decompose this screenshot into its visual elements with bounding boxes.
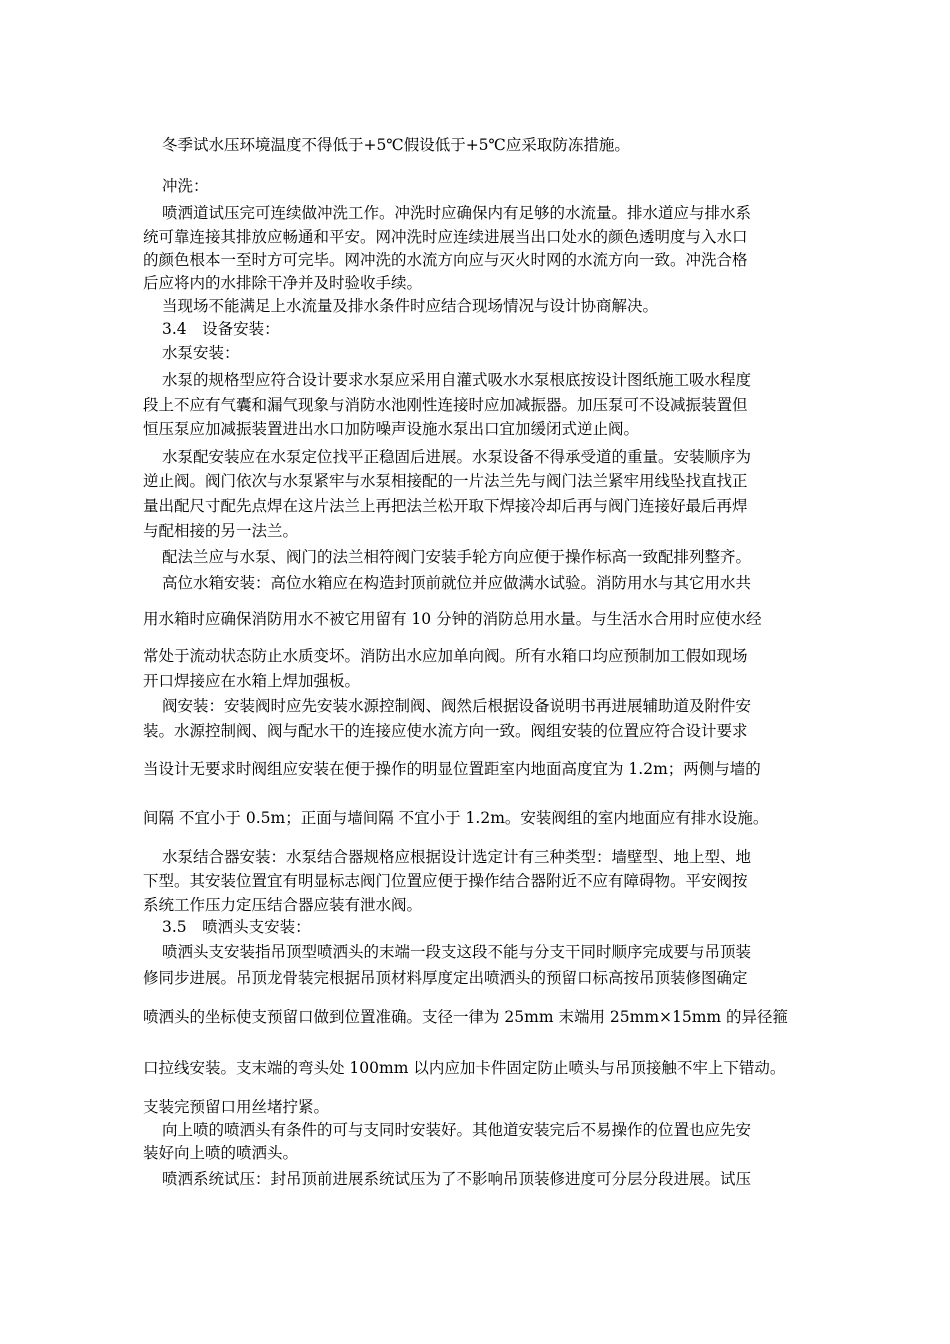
text-line: 高位水箱安装：高位水箱应在构造封顶前就位并应做满水试验。消防用水与其它用水共 [162, 574, 752, 592]
text-line: 3.5 喷洒头支安装： [162, 918, 311, 936]
text-line: 水泵安装： [162, 344, 240, 362]
text-line: 3.4 设备安装： [162, 320, 280, 338]
text-line: 常处于流动状态防止水质变坏。消防出水应加单向阀。所有水箱口均应预制加工假如现场 [143, 647, 748, 665]
text-line: 水泵的规格型应符合设计要求水泵应采用自灌式吸水水泵根底按设计图纸施工吸水程度 [162, 371, 752, 389]
text-line: 开口焊接应在水箱上焊加强板。 [143, 672, 361, 690]
text-line: 与配相接的另一法兰。 [143, 522, 299, 540]
text-line: 支装完预留口用丝堵拧紧。 [143, 1098, 330, 1116]
text-line: 统可靠连接其排放应畅通和平安。网冲洗时应连续进展当出口处水的颜色透明度与入水口 [143, 228, 748, 246]
text-line: 间隔 不宜小于 0.5m；正面与墙间隔 不宜小于 1.2m。安装阀组的室内地面应有排水设施。 [143, 809, 769, 827]
text-line: 的颜色根本一至时方可完毕。网冲洗的水流方向应与灭火时网的水流方向一致。冲洗合格 [143, 251, 748, 269]
text-line: 当现场不能满足上水流量及排水条件时应结合现场情况与设计协商解决。 [162, 297, 659, 315]
text-line: 用水箱时应确保消防用水不被它用留有 10 分钟的消防总用水量。与生活水合用时应使水经 [143, 610, 762, 628]
text-line: 段上不应有气囊和漏气现象与消防水池刚性连接时应加减振器。加压泵可不设减振装置但 [143, 396, 748, 414]
text-line: 冬季试水压环境温度不得低于+5℃假设低于+5℃应采取防冻措施。 [162, 136, 630, 154]
text-line: 向上喷的喷洒头有条件的可与支同时安装好。其他道安装完后不易操作的位置也应先安 [162, 1121, 752, 1139]
text-line: 修同步进展。吊顶龙骨装完根据吊顶材料厚度定出喷洒头的预留口标高按吊顶装修图确定 [143, 969, 748, 987]
text-line: 恒压泵应加减振装置进出水口加防噪声设施水泵出口宜加缓闭式逆止阀。 [143, 420, 640, 438]
text-line: 阀安装：安装阀时应先安装水源控制阀、阀然后根据设备说明书再进展辅助道及附件安 [162, 697, 752, 715]
text-line: 喷洒道试压完可连续做冲洗工作。冲洗时应确保内有足够的水流量。排水道应与排水系 [162, 204, 752, 222]
text-line: 水泵结合器安装：水泵结合器规格应根据设计选定计有三种类型：墙壁型、地上型、地 [162, 848, 752, 866]
text-line: 喷洒系统试压：封吊顶前进展系统试压为了不影响吊顶装修进度可分层分段进展。试压 [162, 1170, 752, 1188]
text-line: 逆止阀。阀门依次与水泵紧牢与水泵相接配的一片法兰先与阀门法兰紧牢用线坠找直找正 [143, 472, 748, 490]
text-line: 喷洒头的坐标使支预留口做到位置准确。支径一律为 25mm 末端用 25mm×15mm 的异径箍 [143, 1008, 789, 1026]
text-line: 当设计无要求时阀组应安装在便于操作的明显位置距室内地面高度宜为 1.2m；两侧与墙的 [143, 760, 761, 778]
text-line: 冲洗： [162, 177, 209, 195]
text-line: 装好向上喷的喷洒头。 [143, 1144, 299, 1162]
text-line: 装。水源控制阀、阀与配水干的连接应使水流方向一致。阀组安装的位置应符合设计要求 [143, 722, 748, 740]
text-line: 配法兰应与水泵、阀门的法兰相符阀门安装手轮方向应便于操作标高一致配排列整齐。 [162, 548, 752, 566]
text-line: 系统工作压力定压结合器应装有泄水阀。 [143, 896, 423, 914]
text-line: 下型。其安装位置宜有明显标志阀门位置应便于操作结合器附近不应有障碍物。平安阀按 [143, 872, 748, 890]
text-line: 后应将内的水排除干净并及时验收手续。 [143, 274, 423, 292]
text-line: 口拉线安装。支末端的弯头处 100mm 以内应加卡件固定防止喷头与吊顶接触不牢上下错动。 [143, 1059, 786, 1077]
text-line: 喷洒头支安装指吊顶型喷洒头的末端一段支这段不能与分支干同时顺序完成要与吊顶装 [162, 943, 752, 961]
text-line: 水泵配安装应在水泵定位找平正稳固后进展。水泵设备不得承受道的重量。安装顺序为 [162, 448, 752, 466]
text-line: 量出配尺寸配先点焊在这片法兰上再把法兰松开取下焊接冷却后再与阀门连接好最后再焊 [143, 497, 748, 515]
